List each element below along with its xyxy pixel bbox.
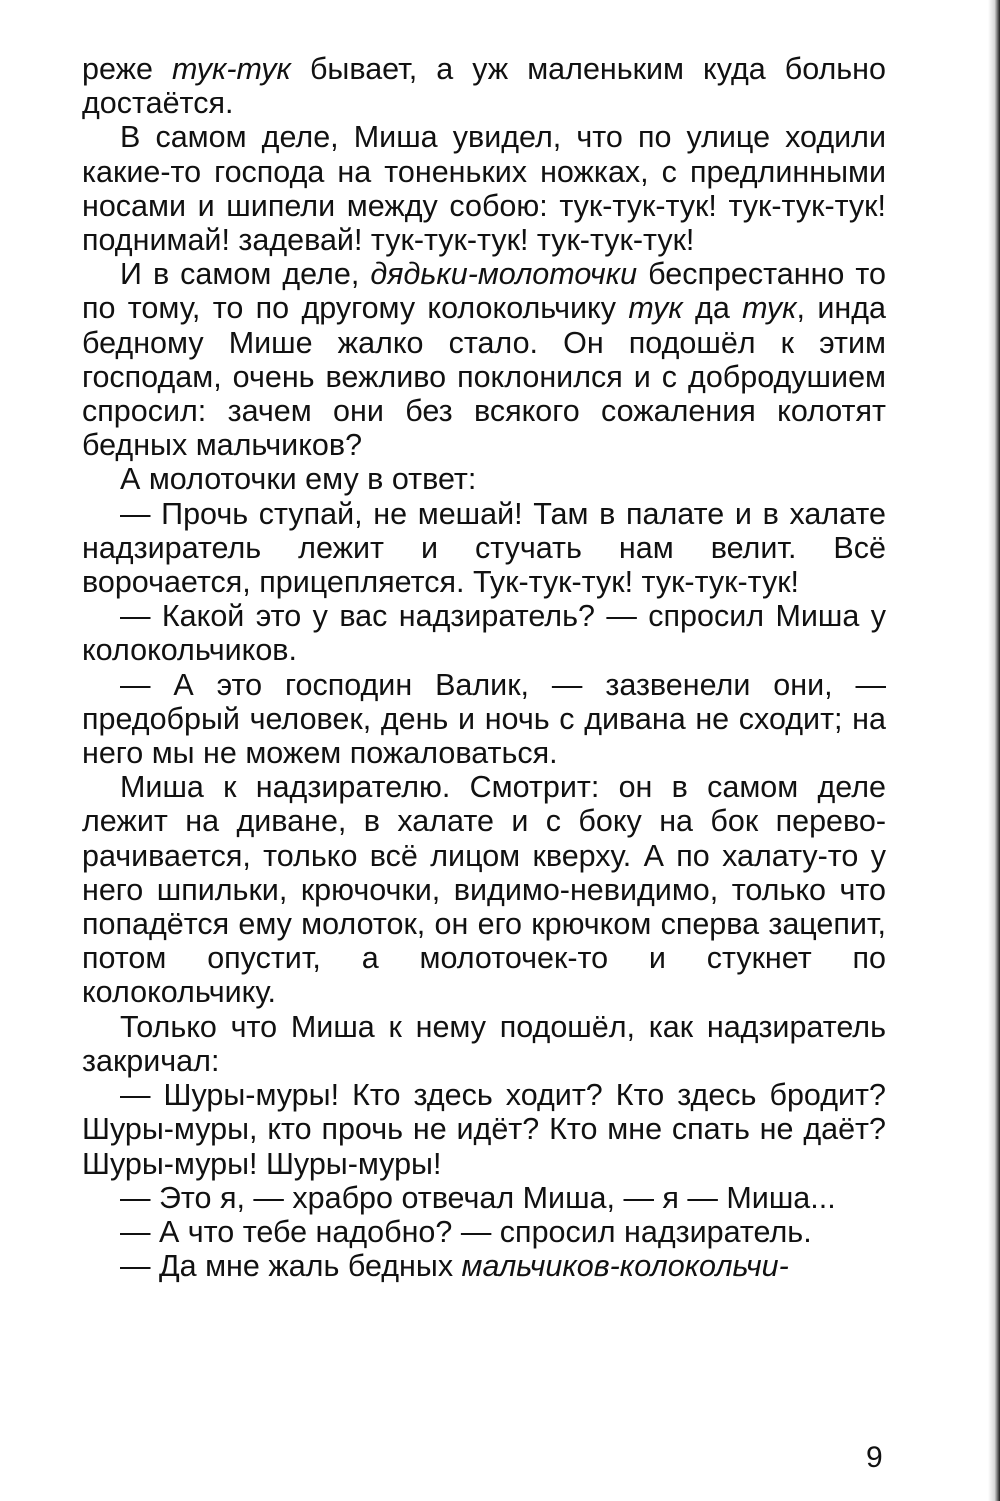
- paragraph-text: — Прочь ступай, не мешай! Там в палате и в халате надзиратель лежит и стучать нам велит. Всё ворочается, прицепляется. Тук-тук-тук! тук-тук-тук!: [82, 496, 886, 600]
- text-paragraph: [82, 257, 886, 462]
- text-paragraph: [82, 120, 886, 257]
- paragraph-text: — Какой это у вас надзиратель? — спросил Миша у колокольчиков.: [82, 599, 886, 668]
- italic-text: тук: [628, 291, 683, 326]
- paragraph-text: Только что Миша к нему подошёл, как надзиратель закричал:: [82, 1009, 886, 1078]
- text-paragraph: [82, 1078, 886, 1181]
- italic-text: мальчиков-колокольчи-: [461, 1249, 789, 1284]
- text-paragraph: [82, 770, 886, 1009]
- paragraph-text: — А что тебе надобно? — спросил надзиратель.: [120, 1214, 812, 1249]
- italic-text: дядьки-молоточки: [370, 257, 638, 292]
- paragraph-text: И в самом деле,: [120, 257, 371, 292]
- page-number: 9: [866, 1441, 883, 1474]
- text-paragraph: [82, 497, 886, 600]
- paragraph-text: бывает, а уж маленьким куда больно достаётся.: [82, 52, 886, 121]
- text-paragraph: [82, 668, 886, 771]
- text-paragraph: [82, 599, 886, 667]
- paragraph-text: , инда бедному Мише жалко стало. Он подошёл к этим господам, очень вежливо поклонился и с добродушием спросил: зачем они без всякого сожаления колотят бедных мальчиков?: [82, 291, 886, 463]
- paragraph-text: беспрестанно то по тому, то по другому колокольчику: [82, 257, 886, 326]
- paragraph-text: — А это господин Валик, — зазвенели они, — предобрый человек, день и ночь с дивана не сходит; на него мы не можем пожаловаться.: [82, 667, 886, 771]
- paragraph-text: — Да мне жаль бедных: [120, 1249, 462, 1284]
- paragraph-text: — Это я, — храбро отвечал Миша, — я — Миша...: [120, 1180, 836, 1215]
- paragraph-text: — Шуры-муры! Кто здесь ходит? Кто здесь бродит? Шуры-муры, кто прочь не идёт? Кто мне спать не даёт? Шуры-муры! Шуры-муры!: [82, 1078, 886, 1181]
- page-edge-shadow: [988, 0, 1000, 1501]
- text-paragraph: [82, 1215, 886, 1249]
- text-paragraph: [82, 1010, 886, 1078]
- text-paragraph: [82, 1181, 886, 1215]
- paragraph-text: реже: [82, 52, 172, 86]
- italic-text: тук: [742, 291, 797, 326]
- text-paragraph: [82, 462, 886, 496]
- text-paragraph: [82, 1249, 886, 1283]
- paragraph-text: В самом деле, Миша увидел, что по улице ходили какие-то господа на тоненьких ножках, с предлинными носами и шипели между собою: тук-тук-тук! тук-тук-тук! поднимай! задевай! тук-тук-тук! тук-тук-тук!: [82, 120, 886, 258]
- book-page-text: [82, 52, 886, 1283]
- paragraph-text: Миша к надзирателю. Смотрит: он в самом деле лежит на диване, в халате и с боку на бок переворачивается, только всё лицом кверху. А по халату-то у него шпильки, крючочки, видимо-невидимо, только что попадётся ему молоток, он его крючком сперва зацепит, потом опустит, а молоточек-то и стукнет по колокольчику.: [82, 770, 886, 1010]
- paragraph-text: да: [682, 291, 743, 326]
- italic-text: тук-тук: [171, 52, 291, 86]
- text-paragraph: [82, 52, 886, 120]
- paragraph-text: А молоточки ему в ответ:: [120, 462, 477, 497]
